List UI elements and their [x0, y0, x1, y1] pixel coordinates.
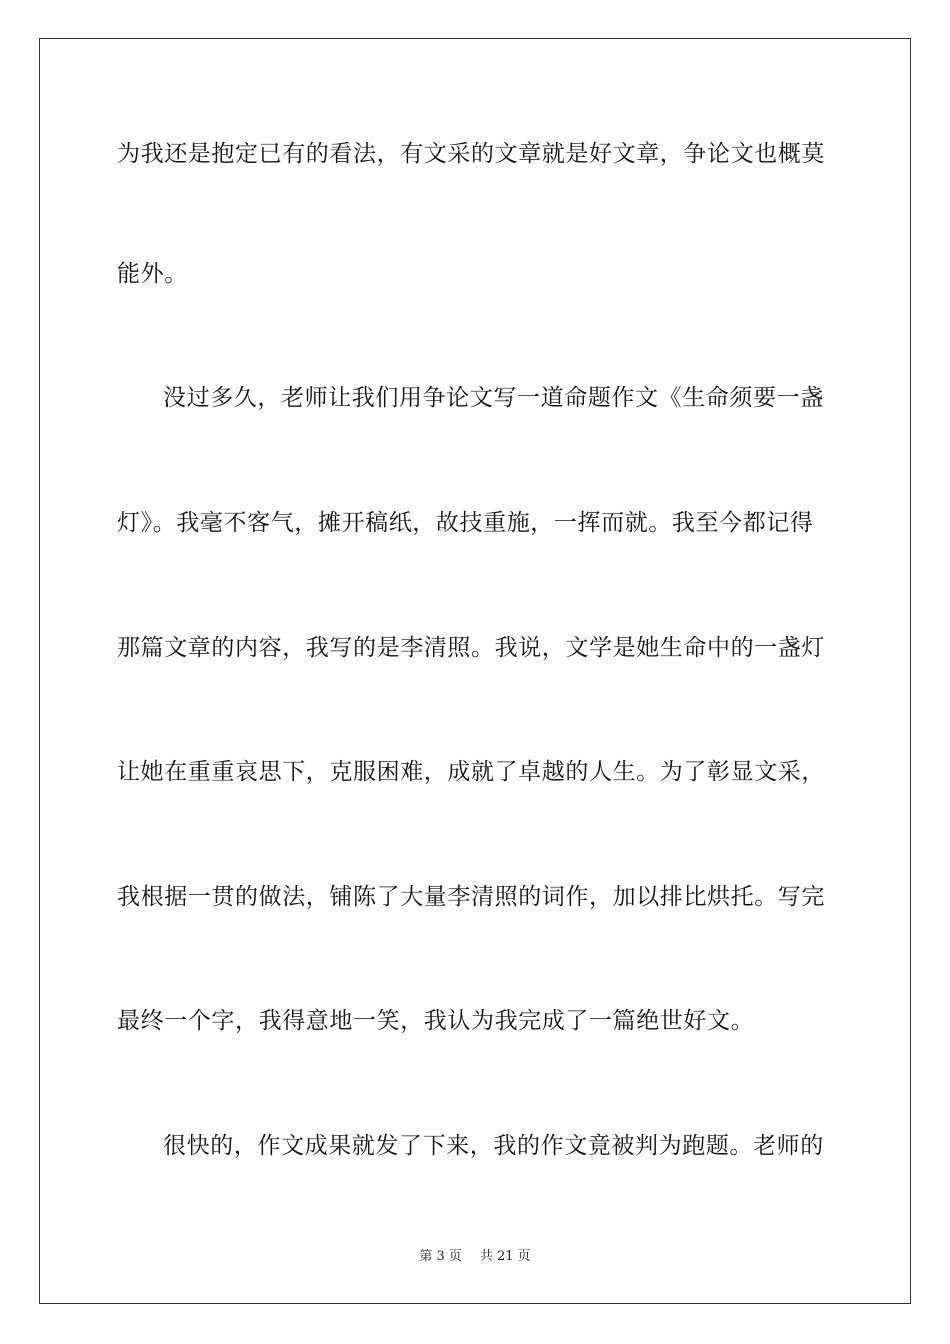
page-number: 第 3 页	[419, 1249, 462, 1264]
text-line-7: 我根据一贯的做法，铺陈了大量李清照的词作，加以排比烘托。写完	[117, 884, 825, 910]
text-line-2: 能外。	[117, 261, 188, 287]
text-line-8: 最终一个字，我得意地一笑，我认为我完成了一篇绝世好文。	[117, 1008, 755, 1034]
page-border	[39, 38, 911, 1304]
text-line-6: 让她在重重哀思下，克服困难，成就了卓越的人生。为了彰显文采，	[117, 759, 825, 785]
text-line-5: 那篇文章的内容，我写的是李清照。我说，文学是她生命中的一盏灯	[117, 635, 825, 661]
text-line-4: 灯》。我毫不客气，摊开稿纸，故技重施，一挥而就。我至今都记得	[117, 510, 814, 536]
text-line-9: 很快的，作文成果就发了下来，我的作文竟被判为跑题。老师的	[163, 1133, 824, 1159]
page-total: 共 21 页	[479, 1249, 531, 1264]
text-line-1: 为我还是抱定已有的看法，有文采的文章就是好文章，争论文也概莫	[117, 141, 825, 167]
page-footer	[0, 1245, 950, 1264]
text-line-3: 没过多久，老师让我们用争论文写一道命题作文《生命须要一盏	[163, 385, 824, 411]
